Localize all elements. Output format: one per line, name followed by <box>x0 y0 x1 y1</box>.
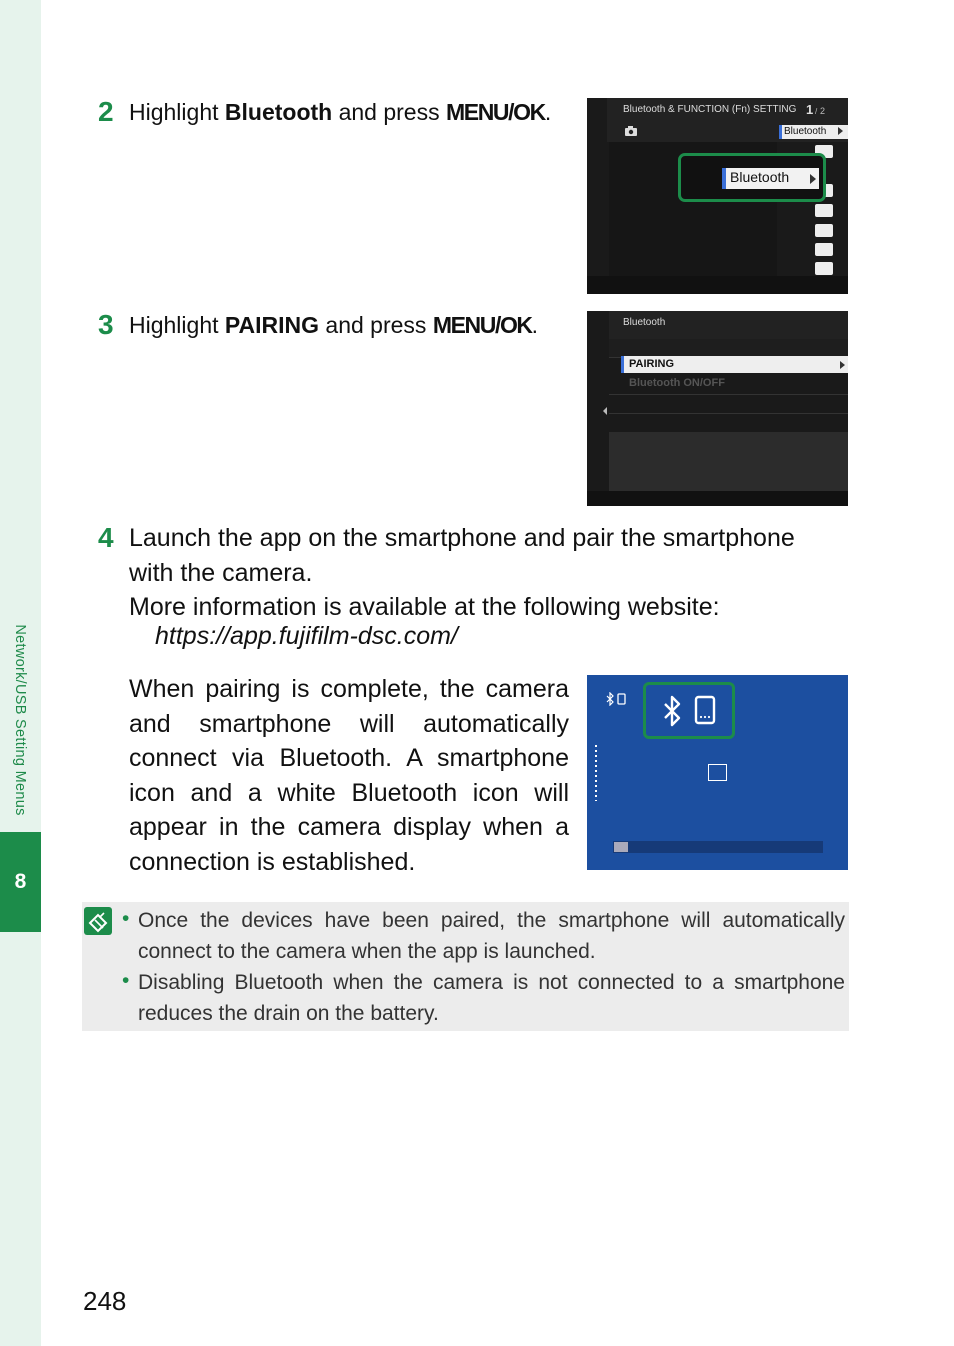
step-4-line3: More information is available at the following website: <box>129 593 720 621</box>
section-label: Network/USB Setting Menus <box>12 624 28 816</box>
callout-item: Bluetooth <box>730 169 790 185</box>
screen2-item-onoff: Bluetooth ON/OFF <box>629 377 725 389</box>
step-3-button: MENU/OK <box>432 312 532 338</box>
step-3-mid: and press <box>319 312 433 338</box>
step-2-text <box>129 95 551 129</box>
screen2-left-arrow-icon <box>603 407 607 415</box>
camera-screen-menu <box>587 98 848 294</box>
step-2-pre: Highlight <box>129 99 225 125</box>
step-4-line2: with the camera. <box>129 559 313 587</box>
step-2-button: MENU/OK <box>446 99 545 125</box>
focus-frame <box>708 764 727 781</box>
website-link[interactable]: https://app.fujifilm-dsc.com/ <box>155 622 458 650</box>
screen1-page-current: 1 <box>806 102 814 117</box>
exposure-scale <box>595 745 597 801</box>
progress-marker <box>614 842 628 852</box>
note-item-1: Once the devices have been paired, the smartphone will automatically connect to the camera when the app is launched. <box>138 909 845 963</box>
step-3-item: PAIRING <box>224 312 320 338</box>
screen1-arrow-icon <box>838 127 843 135</box>
step-3-end: . <box>531 312 539 338</box>
screen2-item-pairing: PAIRING <box>629 358 675 370</box>
screen1-page-slash: / <box>815 107 818 116</box>
camera-icon <box>624 126 638 137</box>
step-2-mid: and press <box>332 99 446 125</box>
step-2-end: . <box>544 99 552 125</box>
small-status-icons <box>605 692 629 706</box>
side-tab <box>0 0 41 1346</box>
progress-track <box>613 841 823 853</box>
step-2-number: 2 <box>98 96 114 127</box>
screen2-title: Bluetooth <box>623 317 666 328</box>
icon-callout <box>643 682 735 739</box>
camera-screen-connected <box>587 675 848 870</box>
step-4-line1: Launch the app on the smartphone and pair the smartphone <box>129 524 795 552</box>
screen1-item: Bluetooth <box>784 126 827 137</box>
note-icon <box>84 907 112 935</box>
step-3-pre: Highlight <box>129 312 225 338</box>
screen1-title: Bluetooth & FUNCTION (Fn) SETTING <box>623 104 797 115</box>
step-3-text <box>129 308 538 342</box>
pairing-paragraph: When pairing is complete, the camera and smartphone will automatically connect via Bluetooth. A smartphone icon and a white Bluetooth icon will appear in the camera display when a connection is established. <box>129 675 569 876</box>
section-number: 8 <box>0 832 41 932</box>
screen2-arrow-icon <box>840 361 845 369</box>
page-number: 248 <box>83 1286 127 1316</box>
callout-arrow-icon <box>810 174 816 184</box>
screen1-page-total: 2 <box>820 106 826 116</box>
step-4-number: 4 <box>98 522 114 553</box>
screen1-callout <box>678 153 826 202</box>
camera-screen-bluetooth <box>587 311 848 506</box>
note-bullet-2: • <box>122 969 130 992</box>
note-bullet-1: • <box>122 907 130 930</box>
smartphone-icon <box>694 695 716 725</box>
bluetooth-icon <box>662 695 682 727</box>
step-3-number: 3 <box>98 309 114 340</box>
step-2-item: Bluetooth <box>224 99 333 125</box>
note-item-2: Disabling Bluetooth when the camera is not connected to a smartphone reduces the drain on the battery. <box>138 971 845 1025</box>
